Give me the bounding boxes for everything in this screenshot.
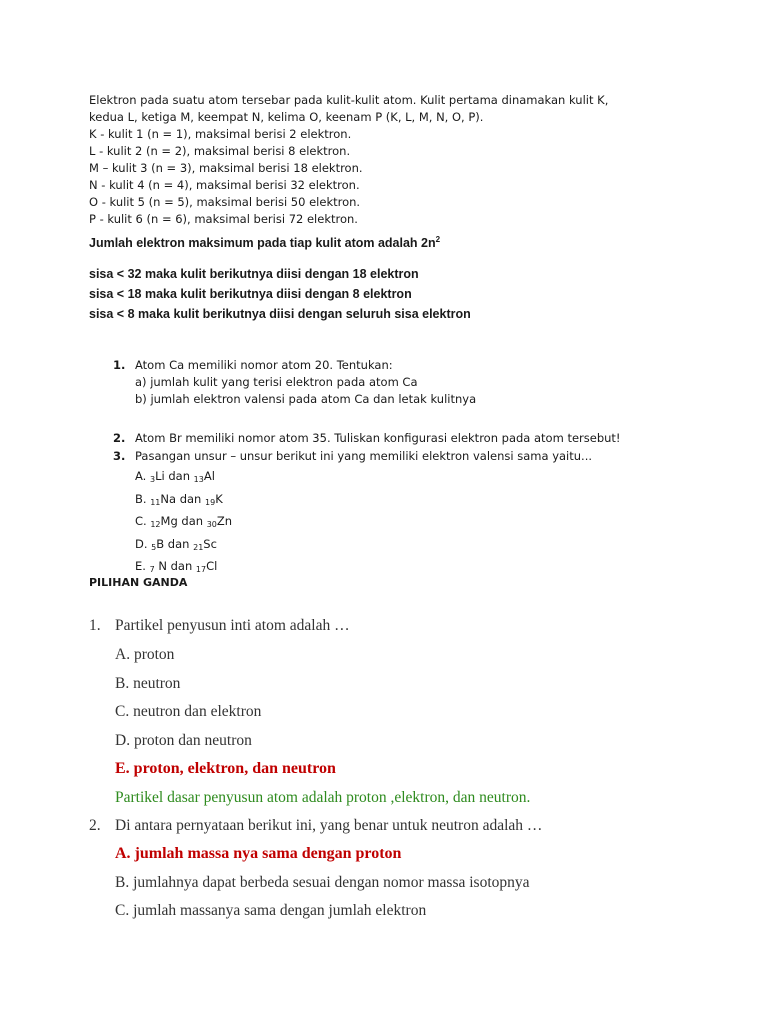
- exercise-item: [113, 357, 393, 374]
- mc-option: A. proton: [115, 646, 175, 663]
- section-heading: PILIHAN GANDA: [89, 576, 188, 589]
- exercise-text: Atom Br memiliki nomor atom 35. Tuliskan konfigurasi elektron pada atom tersebut!: [135, 431, 621, 445]
- mc-option: C. jumlah massanya sama dengan jumlah elektron: [115, 902, 427, 919]
- element-pair-option: A. $_3$Li dan $_{13}$Al: [135, 469, 215, 484]
- mc-option: C. neutron dan elektron: [115, 703, 262, 720]
- mc-explanation: Partikel dasar penyusun atom adalah proton ,elektron, dan neutron.: [115, 789, 531, 806]
- exercise-number: 1.: [113, 358, 126, 372]
- remainder-rule: sisa < 18 maka kulit berikutnya diisi dengan 8 elektron: [89, 287, 412, 301]
- intro-line: O - kulit 5 (n = 5), maksimal berisi 50 elektron.: [89, 195, 361, 209]
- element-pair-option: B. $_{11}$Na dan $_{19}$K: [135, 491, 223, 507]
- intro-line: M – kulit 3 (n = 3), maksimal berisi 18 elektron.: [89, 161, 363, 175]
- rule-exponent: 2: [435, 235, 441, 244]
- mc-question-text: Di antara pernyataan berikut ini, yang benar untuk neutron adalah …: [115, 817, 543, 834]
- exercise-text: Pasangan unsur – unsur berikut ini yang memiliki elektron valensi sama yaitu...: [135, 449, 593, 463]
- element-pair-option: D. $_5$B dan $_{21}$Sc: [135, 536, 217, 552]
- exercise-subitems: [135, 374, 476, 408]
- mc-question: [89, 617, 350, 635]
- mc-question: [89, 817, 542, 835]
- mc-option: B. neutron: [115, 675, 181, 692]
- mc-question-text: Partikel penyusun inti atom adalah …: [115, 617, 350, 634]
- rule-text: Jumlah elektron maksimum pada tiap kulit atom adalah 2n: [89, 236, 436, 250]
- mc-correct-answer: E. proton, elektron, dan neutron: [115, 760, 336, 777]
- intro-line: kedua L, ketiga M, keempat N, kelima O, keenam P (K, L, M, N, O, P).: [89, 110, 484, 124]
- element-pair-option: C. $_{12}$Mg dan $_{30}$Zn: [135, 514, 233, 529]
- exercise-item: [113, 430, 621, 447]
- exercise-text: Atom Ca memiliki nomor atom 20. Tentukan:: [135, 358, 393, 372]
- element-pair-option: E. $_7$ N dan $_{17}$Cl: [135, 559, 218, 574]
- intro-line: P - kulit 6 (n = 6), maksimal berisi 72 elektron.: [89, 212, 358, 226]
- max-electron-rule: [89, 230, 440, 253]
- mc-question-number: 1.: [89, 617, 101, 634]
- remainder-rule: sisa < 8 maka kulit berikutnya diisi dengan seluruh sisa elektron: [89, 307, 471, 321]
- exercise-number: 3.: [113, 449, 126, 463]
- element-pair-options: [135, 467, 232, 580]
- intro-line: N - kulit 4 (n = 4), maksimal berisi 32 elektron.: [89, 178, 360, 192]
- remainder-rule: sisa < 32 maka kulit berikutnya diisi dengan 18 elektron: [89, 267, 419, 281]
- exercise-item: [113, 448, 592, 465]
- mc-option: D. proton dan neutron: [115, 732, 252, 749]
- intro-line: Elektron pada suatu atom tersebar pada kulit-kulit atom. Kulit pertama dinamakan kulit K,: [89, 93, 609, 107]
- intro-line: L - kulit 2 (n = 2), maksimal berisi 8 elektron.: [89, 144, 351, 158]
- exercise-subitem: a) jumlah kulit yang terisi elektron pada atom Ca: [135, 375, 418, 389]
- mc-option: B. jumlahnya dapat berbeda sesuai dengan nomor massa isotopnya: [115, 874, 530, 891]
- exercise-subitem: b) jumlah elektron valensi pada atom Ca dan letak kulitnya: [135, 392, 477, 406]
- intro-line: K - kulit 1 (n = 1), maksimal berisi 2 elektron.: [89, 127, 352, 141]
- mc-question-number: 2.: [89, 817, 101, 834]
- mc-correct-answer: A. jumlah massa nya sama dengan proton: [115, 845, 402, 862]
- exercise-number: 2.: [113, 431, 126, 445]
